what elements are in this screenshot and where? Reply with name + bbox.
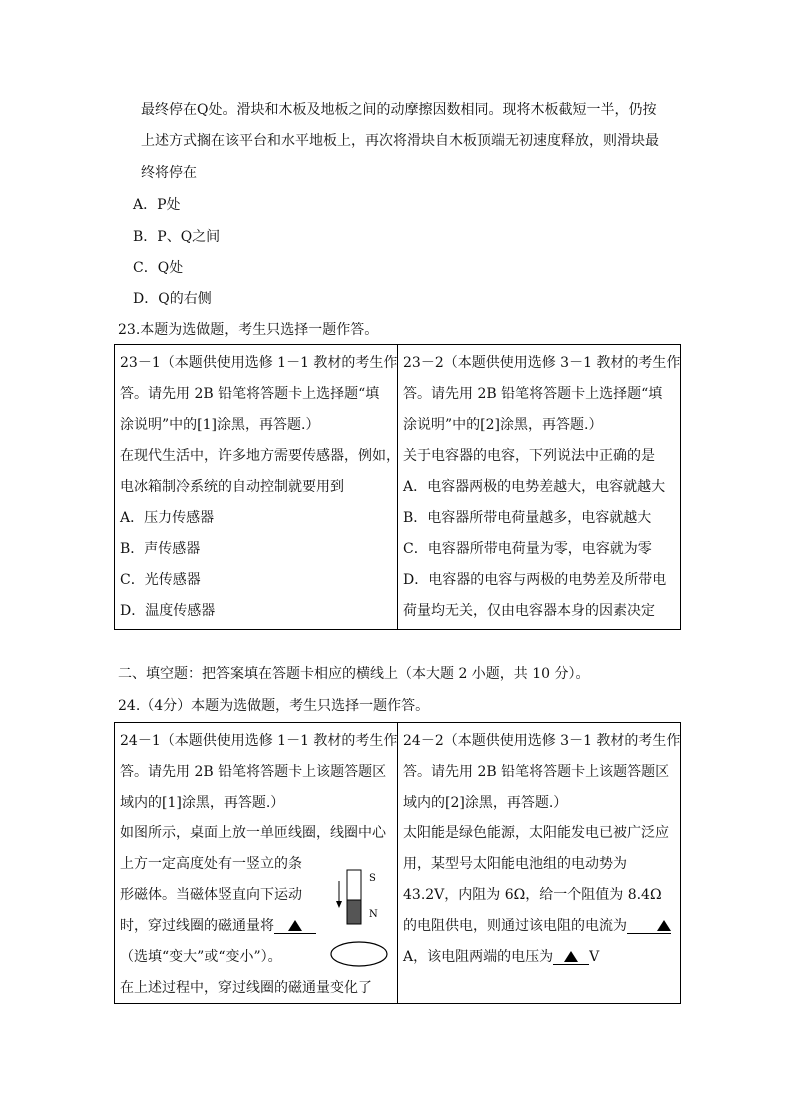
option-a: A．P处	[133, 197, 181, 213]
q23-right-line: 涂说明”中的[2]涂黑，再答题.）	[403, 417, 603, 433]
magnet-s-label: S	[369, 873, 376, 884]
q24-right-line-text: A，该电阻两端的电压为	[403, 949, 554, 965]
coil-ellipse	[331, 942, 387, 966]
q24-left-line: 如图所示，桌面上放一单匝线圈，线圈中心	[120, 825, 386, 841]
q24-left-line: （选填“变大”或“变小”）。	[120, 949, 282, 965]
answer-blank-3[interactable]	[553, 950, 589, 965]
q23-right-line: 荷量均无关，仅由电容器本身的因素决定	[403, 603, 655, 619]
q24-right-line: 用，某型号太阳能电池组的电动势为	[403, 856, 627, 872]
magnet-n-pole	[347, 900, 361, 924]
q23-right-option-b: B．电容器所带电荷量越多，电容就越大	[403, 510, 652, 526]
section2-title: 二、填空题：把答案填在答题卡相应的横线上（本大题 2 小题，共 10 分）。	[118, 666, 590, 682]
q24-left-line-blank	[120, 916, 316, 936]
q23-left-line: 涂说明”中的[1]涂黑，再答题.）	[120, 417, 320, 433]
magnet-coil-figure	[329, 867, 395, 971]
q24-right-line: 域内的[2]涂黑，再答题.）	[403, 795, 568, 811]
q24-right-line: 太阳能是绿色能源，太阳能发电已被广泛应	[403, 825, 669, 841]
q24-right-line: 答。请先用 2B 铅笔将答题卡上该题答题区	[403, 764, 670, 780]
q23-left-line: 在现代生活中，许多地方需要传感器，例如，	[120, 448, 400, 464]
q23-right-option-c: C．电容器所带电荷量为零，电容就为零	[403, 541, 652, 557]
q23-left-option-b: B．声传感器	[120, 541, 201, 557]
q24-left-line: 24－1（本题供使用选修 1－1 教材的考生作	[120, 733, 398, 749]
q23-table	[114, 344, 681, 630]
option-d: D．Q的右侧	[133, 291, 212, 307]
q23-left-option-a: A．压力传感器	[120, 510, 215, 526]
q24-left-line: 域内的[1]涂黑，再答题.）	[120, 795, 285, 811]
triangle-icon	[657, 920, 671, 931]
option-c: C．Q处	[133, 260, 184, 276]
q24-left-line: 在上述过程中，穿过线圈的磁通量变化了	[120, 980, 372, 996]
q23-left-line: 23－1（本题供使用选修 1－1 教材的考生作	[120, 355, 398, 371]
q24-right-line-blank	[403, 916, 671, 936]
triangle-icon	[564, 951, 578, 962]
q23-right-option-d: D．电容器的电容与两极的电势差及所带电	[403, 572, 667, 588]
intro-line-2: 上述方式搁在该平台和水平地板上，再次将滑块自木板顶端无初速度释放，则滑块最	[141, 133, 659, 149]
q23-left-option-c: C．光传感器	[120, 572, 201, 588]
unit-v: V	[589, 949, 600, 965]
answer-blank-1[interactable]	[274, 919, 316, 934]
q23-left-cell	[115, 345, 398, 630]
option-b: B．P、Q之间	[133, 229, 221, 245]
q24-left-line-text: 时，穿过线圈的磁通量将	[120, 918, 274, 934]
answer-blank-2[interactable]	[627, 919, 671, 934]
arrowhead-icon	[336, 901, 342, 908]
q24-table	[114, 722, 681, 1004]
q23-header: 23.本题为选做题，考生只选择一题作答。	[118, 322, 379, 338]
q24-right-line-text: 的电阻供电，则通过该电阻的电流为	[403, 918, 627, 934]
triangle-icon	[288, 920, 302, 931]
q24-right-cell	[398, 723, 681, 1004]
q23-left-option-d: D．温度传感器	[120, 603, 216, 619]
q24-left-cell	[115, 723, 398, 1004]
q24-right-line: 24－2（本题供使用选修 3－1 教材的考生作	[403, 733, 681, 749]
intro-line-1: 最终停在Q处。滑块和木板及地板之间的动摩擦因数相同。现将木板截短一半，仍按	[141, 102, 657, 118]
q23-left-line: 答。请先用 2B 铅笔将答题卡上选择题“填	[120, 386, 380, 402]
q24-left-line: 答。请先用 2B 铅笔将答题卡上该题答题区	[120, 764, 387, 780]
q23-left-line: 电冰箱制冷系统的自动控制就要用到	[120, 479, 344, 495]
q23-right-cell	[398, 345, 681, 630]
q24-left-line: 形磁体。当磁体竖直向下运动	[120, 887, 302, 903]
q24-right-line-blank	[403, 947, 599, 967]
q24-left-line: 上方一定高度处有一竖立的条	[120, 856, 302, 872]
q24-header: 24.（4分）本题为选做题，考生只选择一题作答。	[118, 698, 430, 714]
intro-line-3: 终将停在	[141, 165, 197, 181]
q23-right-line: 23－2（本题供使用选修 3－1 教材的考生作	[403, 355, 681, 371]
q24-right-line: 43.2V，内阻为 6Ω，给一个阻值为 8.4Ω	[403, 887, 662, 903]
magnet-n-label: N	[369, 909, 378, 920]
q23-right-line: 答。请先用 2B 铅笔将答题卡上选择题“填	[403, 386, 663, 402]
q23-right-option-a: A．电容器两极的电势差越大，电容就越大	[403, 479, 666, 495]
q23-right-line: 关于电容器的电容，下列说法中正确的是	[403, 448, 655, 464]
